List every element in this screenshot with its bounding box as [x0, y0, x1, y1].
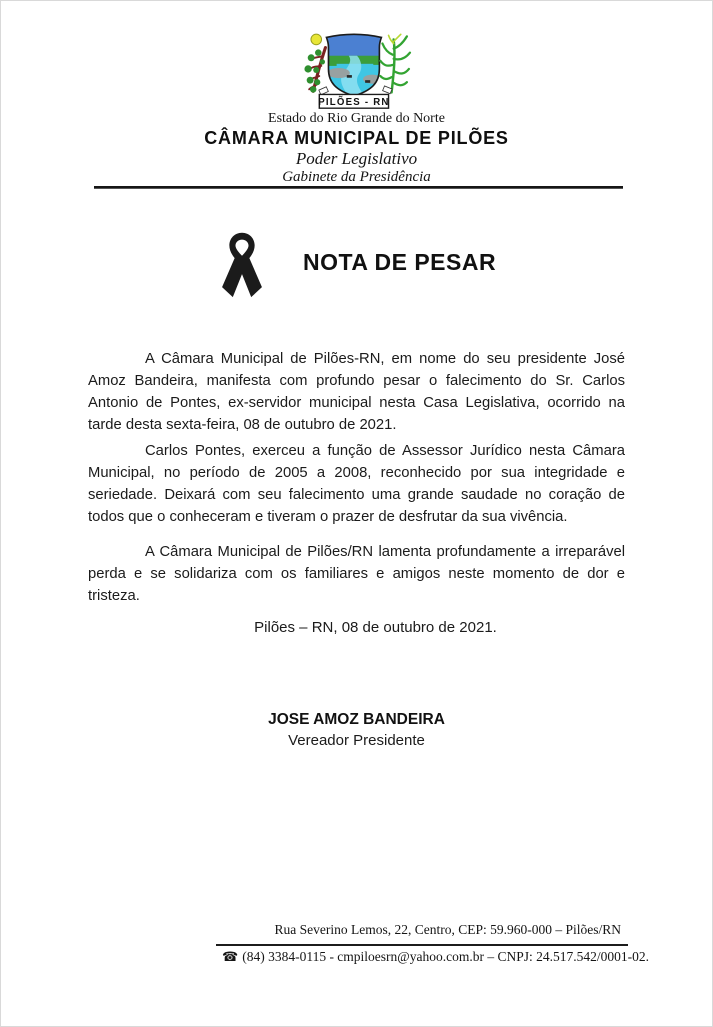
signature-name: JOSE AMOZ BANDEIRA — [268, 711, 445, 728]
footer-address: Rua Severino Lemos, 22, Centro, CEP: 59.960-000 – Pilões/RN — [274, 922, 621, 937]
paragraph: A Câmara Municipal de Pilões/RN lamenta profundamente a irreparável perda e se solidariza com os familiares e amigos neste momento de dor e tristeza. — [88, 544, 625, 604]
header-organization: CÂMARA MUNICIPAL DE PILÕES — [204, 128, 509, 148]
header-divider-rule — [94, 186, 623, 189]
letterhead — [1, 111, 712, 186]
note-title: NOTA DE PESAR — [303, 248, 497, 275]
municipal-crest — [302, 31, 414, 111]
header-state-line: Estado do Rio Grande do Norte — [268, 111, 445, 126]
dateline: Pilões – RN, 08 de outubro de 2021. — [254, 619, 497, 636]
signature-block — [1, 709, 712, 751]
header-branch: Poder Legislativo — [295, 149, 418, 168]
mourning-ribbon-icon — [219, 230, 265, 306]
footer-contact-text: (84) 3384-0115 - cmpiloesrn@yahoo.com.br – CNPJ: 24.517.542/0001-02. — [242, 949, 649, 964]
paragraph: A Câmara Municipal de Pilões-RN, em nome do seu presidente José Amoz Bandeira, manifesta com profundo pesar o falecimento do Sr. Carlos Antonio de Pontes, ex-servidor municipal nesta Casa Legislativa, ocorrido na tarde desta sexta-feira, 08 de outubro de 2021. — [88, 351, 625, 433]
note-title-row — [219, 230, 622, 306]
note-body — [88, 348, 625, 607]
phone-icon: ☎ — [222, 950, 239, 965]
crest-banner-text: PILÕES - RN — [318, 97, 390, 109]
header-office: Gabinete da Presidência — [282, 169, 431, 185]
paragraph: Carlos Pontes, exerceu a função de Assessor Jurídico nesta Câmara Municipal, no período de 2005 a 2008, reconhecido por sua integridade e seriedade. Deixará com seu falecimento uma grande saudade no coração de todos que o conheceram e tiveram o prazer de desfrutar da sua vivência. — [88, 443, 625, 525]
crest-shield-scene — [322, 31, 385, 102]
footer-contact-line — [222, 949, 649, 965]
crest-banner — [318, 94, 389, 108]
crest-sun-icon — [311, 34, 322, 45]
footer-divider-rule — [216, 944, 628, 946]
signature-role: Vereador Presidente — [288, 732, 425, 749]
crest-left-plant — [304, 48, 328, 95]
crest-right-plant — [380, 34, 410, 93]
